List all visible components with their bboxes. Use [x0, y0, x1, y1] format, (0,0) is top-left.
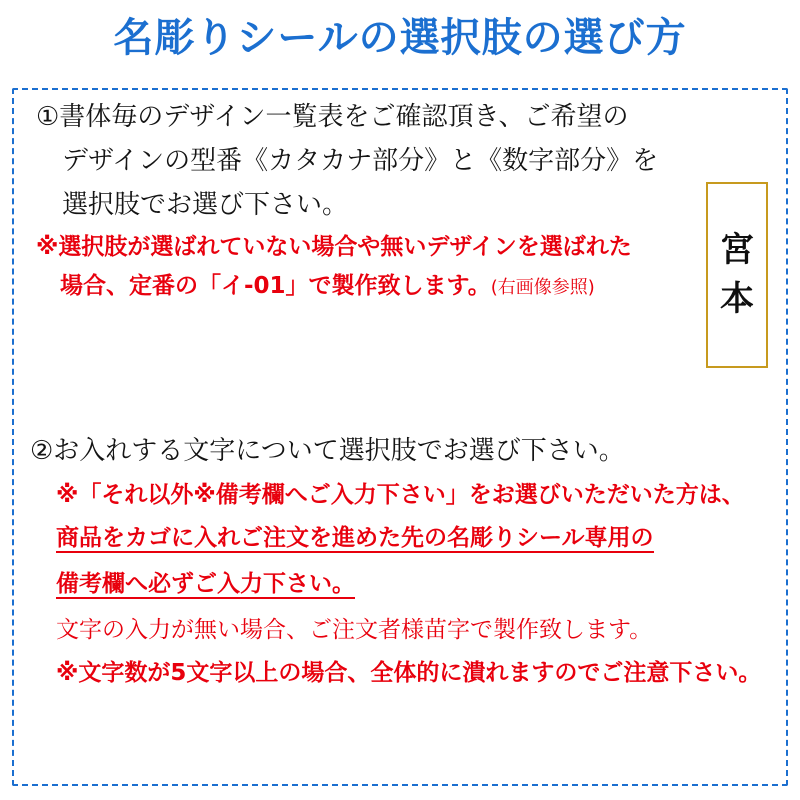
section-two-note-5: ※文字数が5文字以上の場合、全体的に潰れますのでご注意下さい。	[56, 660, 762, 686]
section-two-note-3-row	[30, 573, 774, 599]
section-one-line-1: ①書体毎のデザイン一覧表をご確認頂き、ご希望の	[36, 102, 629, 132]
section-one-note-2-row	[36, 275, 676, 298]
section-two-note-1: ※「それ以外※備考欄へご入力下さい」をお選びいただいた方は、	[56, 482, 745, 508]
section-one-note-1: ※選択肢が選ばれていない場合や無いデザインを選ばれた	[36, 234, 632, 260]
section-one-line-3: 選択肢でお選び下さい。	[62, 190, 349, 220]
stamp-char-1: 宮	[720, 229, 754, 270]
section-one-note-suffix: (右画像参照)	[490, 277, 595, 298]
section-two-note-3: 備考欄へ必ずご入力下さい。	[56, 571, 355, 597]
section-two	[30, 438, 774, 705]
section-two-note-2-row	[30, 527, 774, 553]
page-title: 名彫りシールの選択肢の選び方	[113, 15, 687, 61]
section-one-note-2: 場合、定番の「イ-01」で製作致します。	[60, 273, 491, 299]
section-one-line-2: デザインの型番《カタカナ部分》と《数字部分》を	[62, 146, 659, 176]
section-two-heading: ②お入れする文字について選択肢でお選び下さい。	[30, 436, 625, 466]
section-two-note-4: 文字の入力が無い場合、ご注文者様苗字で製作致します。	[56, 617, 653, 643]
section-two-note-2: 商品をカゴに入れご注文を進めた先の名彫りシール専用の	[56, 525, 654, 551]
stamp-char-2: 本	[720, 279, 754, 319]
section-one	[36, 104, 676, 314]
stamp-preview	[706, 182, 768, 368]
